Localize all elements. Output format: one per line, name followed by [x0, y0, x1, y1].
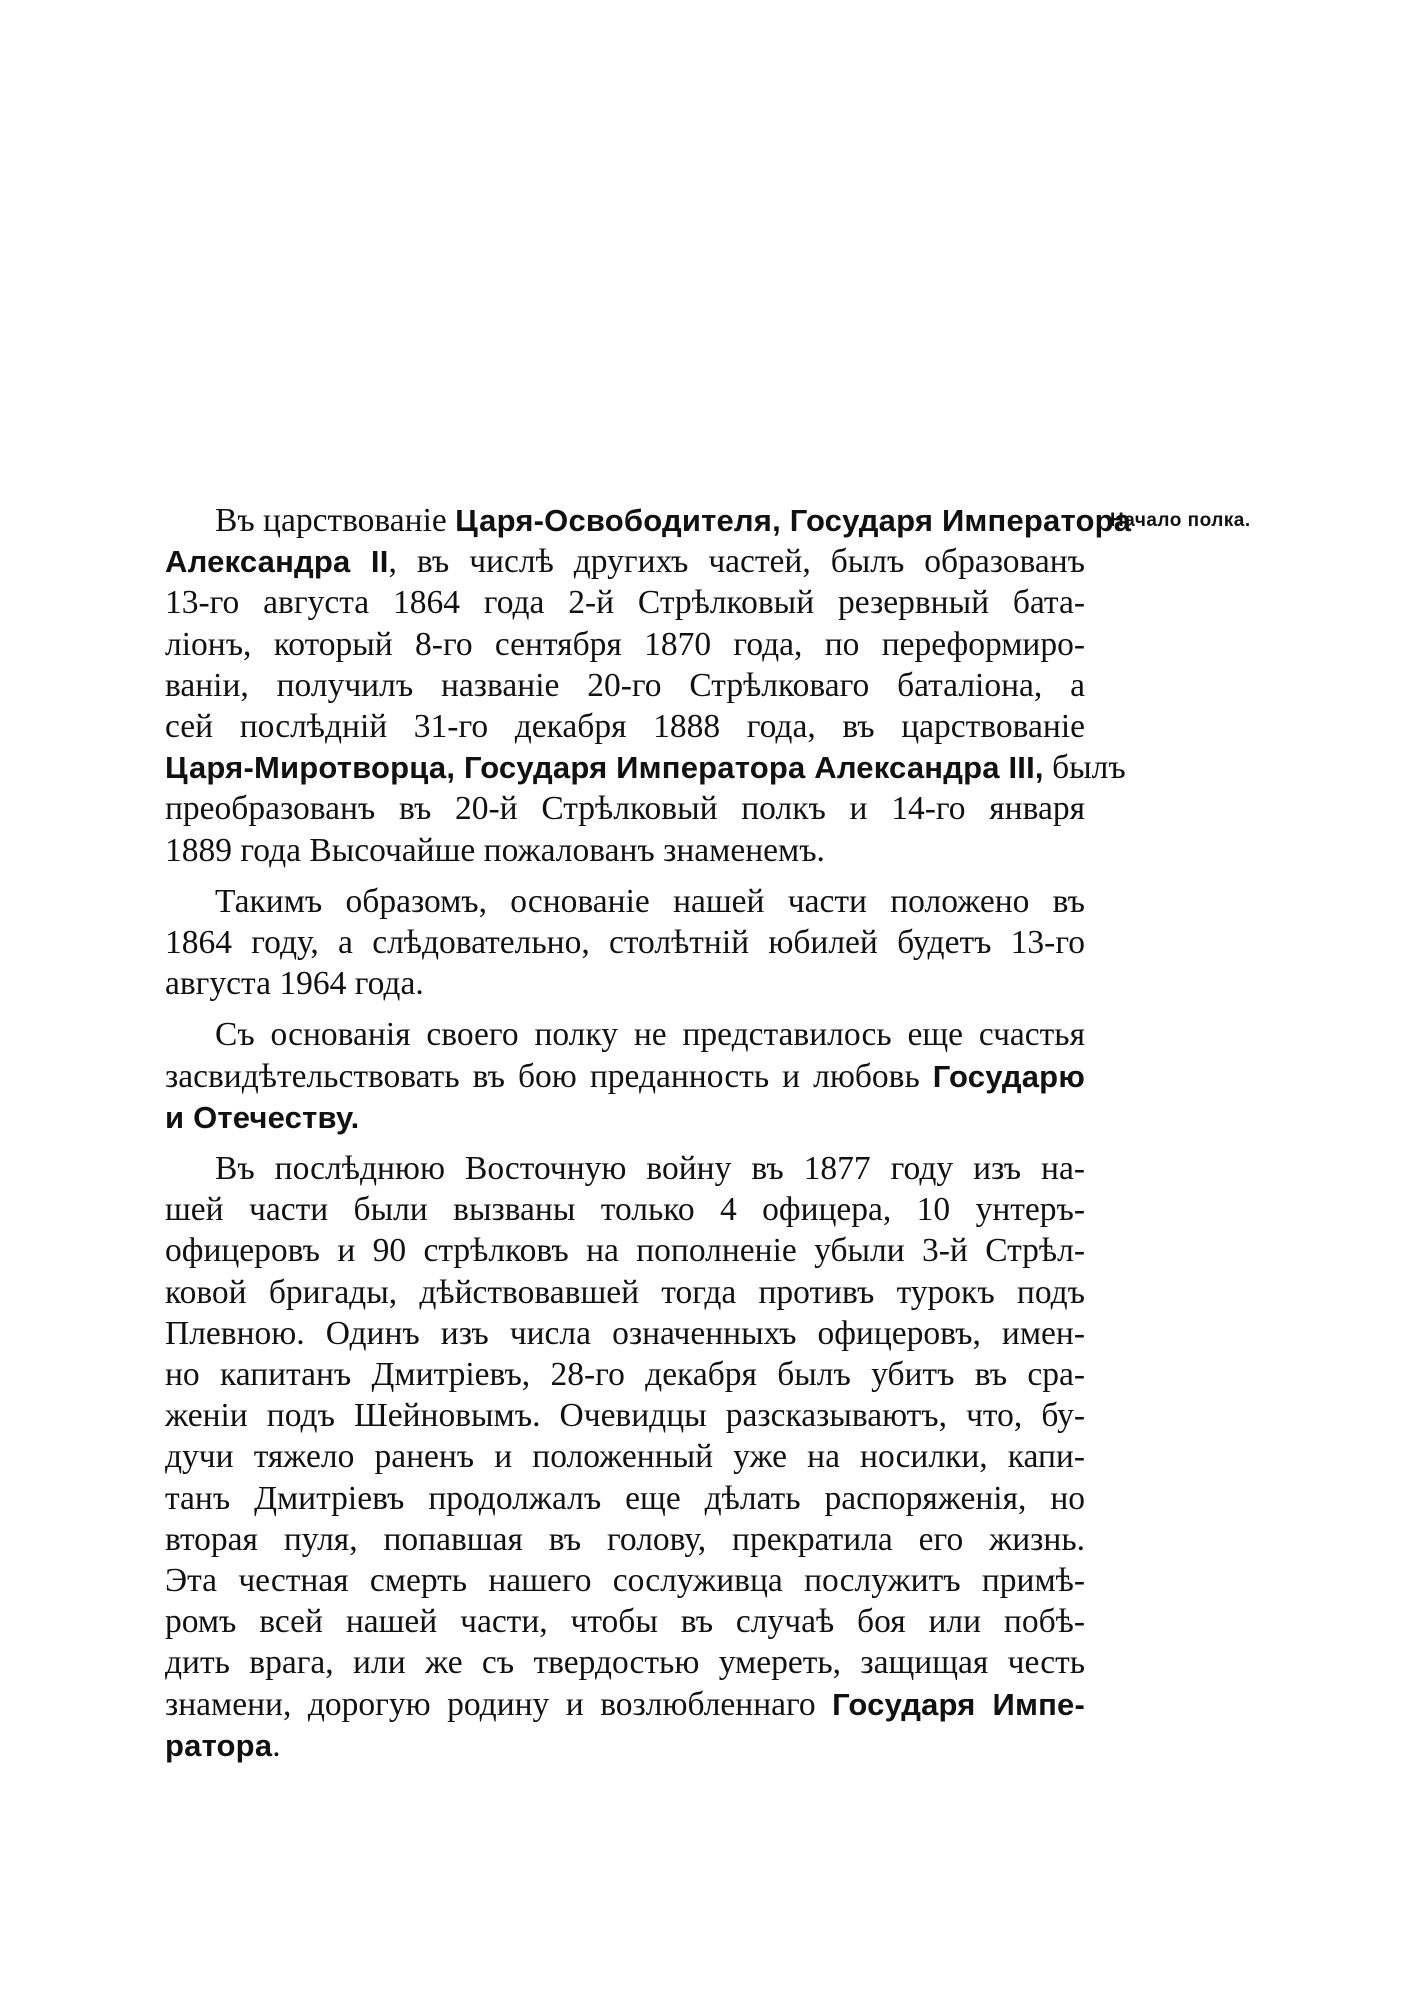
text-line: [165, 1354, 1085, 1395]
text-line: [165, 582, 1085, 623]
text-line: [165, 706, 1085, 747]
text-run: дить врага, или же съ твердостью умереть, защищая честь: [165, 1644, 1085, 1682]
text-line: [165, 1601, 1085, 1642]
text-line: [165, 1642, 1085, 1683]
text-run: дучи тяжело раненъ и положенный уже на носилки, капи-: [165, 1438, 1085, 1476]
text-line: [165, 1272, 1085, 1313]
text-run: былъ: [1043, 749, 1126, 787]
paragraph: [165, 1014, 1085, 1138]
text-line: [165, 1189, 1085, 1230]
text-line: [165, 1230, 1085, 1271]
paragraph: [165, 881, 1085, 1005]
text-line: [165, 1560, 1085, 1601]
text-run: сей послѣдній 31-го декабря 1888 года, въ царствованіе: [165, 708, 1085, 746]
text-line: [165, 1436, 1085, 1477]
text-line: [165, 922, 1085, 963]
text-run: Въ царствованіе: [215, 502, 456, 539]
margin-note: Начало полка.: [1110, 510, 1251, 531]
text-run: вторая пуля, попавшая въ голову, прекратила его жизнь.: [165, 1520, 1085, 1558]
paragraph: [165, 500, 1132, 871]
text-line: [165, 1519, 1085, 1560]
text-run: но капитанъ Дмитріевъ, 28-го декабря былъ убитъ въ сра-: [165, 1356, 1085, 1394]
text-line: [165, 1148, 1085, 1189]
bold-text: ратора: [165, 1727, 273, 1763]
text-run: 1864 году, а слѣдовательно, столѣтній юбилей будетъ 13-го: [165, 924, 1085, 962]
text-run: Плевною. Одинъ изъ числа означенныхъ офицеровъ, имен-: [165, 1314, 1085, 1352]
text-line: [165, 830, 1085, 871]
bold-text: Государя Импе-: [832, 1686, 1085, 1722]
text-run: ліонъ, который 8-го сентября 1870 года, по переформиро-: [165, 625, 1085, 663]
text-line: [165, 1478, 1085, 1519]
text-run: августа 1964 года.: [165, 965, 424, 1003]
text-run: ковой бригады, дѣйствовавшей тогда противъ турокъ подъ: [165, 1273, 1085, 1311]
text-line: [165, 624, 1085, 665]
text-line: [165, 1725, 1085, 1766]
text-line: [165, 1684, 1085, 1725]
bold-text: Государю: [932, 1058, 1085, 1094]
text-run: Въ послѣднюю Восточную войну въ 1877 году изъ на-: [215, 1150, 1085, 1188]
text-run: ромъ всей нашей части, чтобы въ случаѣ боя или побѣ-: [165, 1603, 1085, 1641]
bold-text: и Отечеству.: [165, 1099, 360, 1135]
text-run: 1889 года Высочайше пожалованъ знаменемъ.: [165, 831, 825, 869]
text-run: , въ числѣ другихъ частей, былъ образованъ: [388, 543, 1085, 581]
text-run: Эта честная смерть нашего сослуживца послужитъ примѣ-: [165, 1562, 1085, 1600]
paragraph: [165, 1148, 1085, 1766]
text-line: [165, 747, 1126, 788]
text-run: танъ Дмитріевъ продолжалъ еще дѣлать распоряженія, но: [165, 1479, 1085, 1517]
text-line: [165, 1395, 1085, 1436]
bold-text: Александра II: [165, 544, 389, 580]
text-run: шей части были вызваны только 4 офицера, 10 унтеръ-: [165, 1191, 1085, 1229]
text-line: [165, 1014, 1085, 1055]
text-line: [165, 788, 1085, 829]
text-line: [165, 500, 1132, 541]
text-run: преобразованъ въ 20-й Стрѣлковый полкъ и 14-го января: [165, 790, 1085, 828]
text-run: 13-го августа 1864 года 2-й Стрѣлковый резервный бата-: [165, 584, 1085, 622]
text-run: знамени, дорогую родину и возлюбленнаго: [165, 1685, 833, 1723]
text-run: женіи подъ Шейновымъ. Очевидцы разсказываютъ, что, бу-: [165, 1397, 1085, 1435]
text-run: офицеровъ и 90 стрѣлковъ на пополненіе убыли 3-й Стрѣл-: [165, 1232, 1085, 1270]
text-run: ваніи, получилъ названіе 20-го Стрѣлковаго баталіона, а: [165, 666, 1085, 704]
text-line: [165, 1056, 1085, 1097]
text-line: [165, 881, 1085, 922]
text-line: [165, 541, 1085, 582]
text-line: [165, 963, 1085, 1004]
bold-text: Царя-Миротворца, Государя Императора Александра III,: [165, 750, 1044, 786]
text-line: [165, 1097, 1085, 1138]
body-text: [165, 500, 1132, 1776]
text-run: Съ основанія своего полку не представилось еще счастья: [215, 1016, 1085, 1054]
text-run: .: [272, 1726, 281, 1764]
bold-text: Царя-Освободителя, Государя Императора: [455, 503, 1132, 538]
text-line: [165, 1313, 1085, 1354]
text-run: Такимъ образомъ, основаніе нашей части положено въ: [215, 882, 1085, 920]
text-run: засвидѣтельствовать въ бою преданность и любовь: [165, 1057, 933, 1095]
text-line: [165, 665, 1085, 706]
